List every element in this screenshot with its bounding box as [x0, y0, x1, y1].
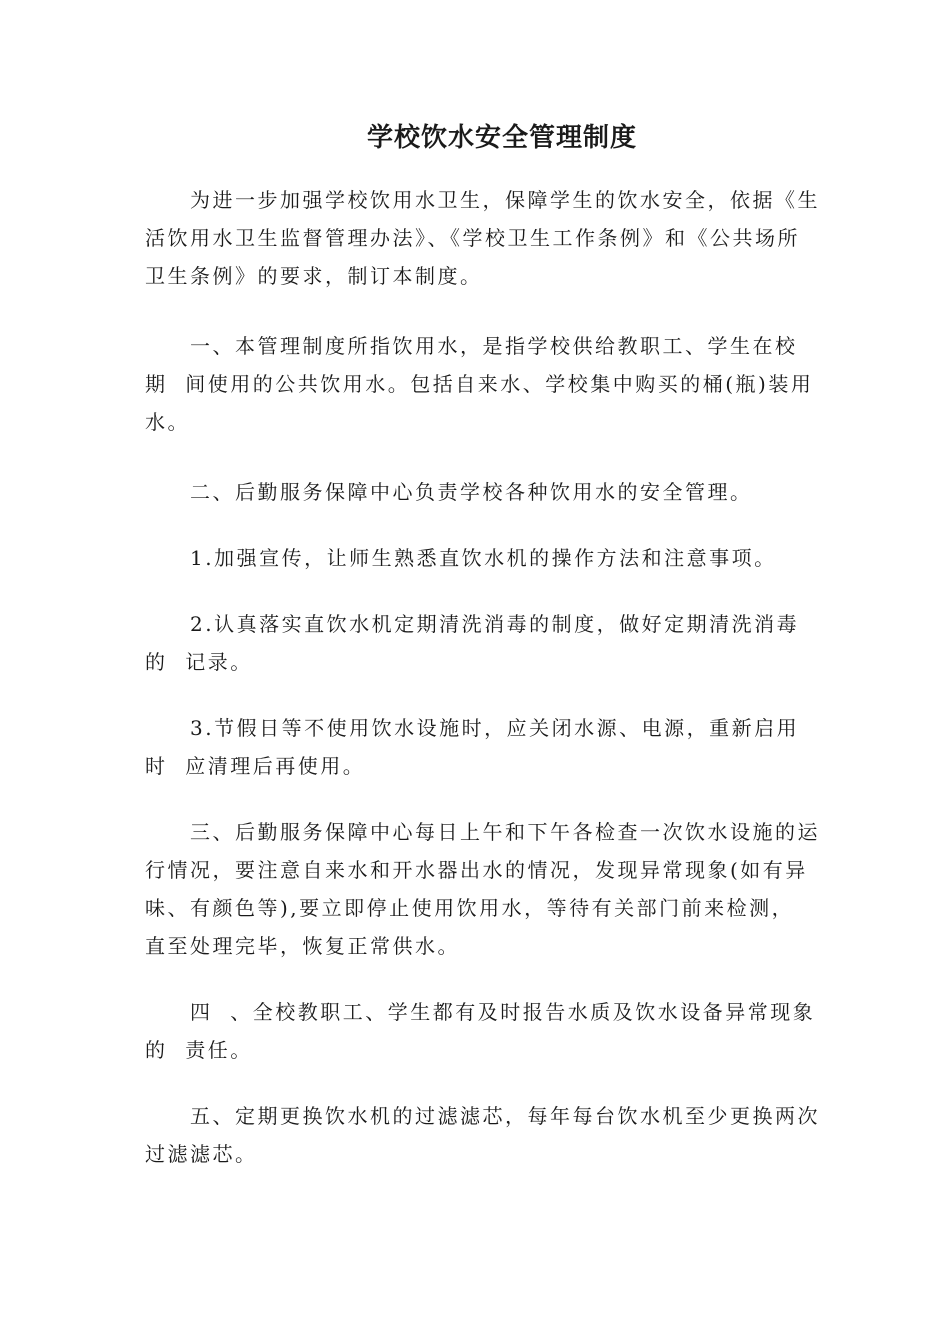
paragraph-section-2	[145, 473, 815, 511]
paragraph-line: 二、后勤服务保障中心负责学校各种饮用水的安全管理。	[190, 480, 753, 504]
paragraph-line: 直至处理完毕，恢复正常供水。	[145, 934, 460, 958]
paragraph-section-5	[145, 1097, 820, 1173]
document-body	[145, 181, 820, 1173]
paragraph-line: 水。	[145, 410, 190, 434]
paragraph-line: 一、本管理制度所指饮用水，是指学校供给教职工、学生在校	[190, 334, 798, 358]
paragraph-line: 味、有颜色等),要立即停止使用饮用水，等待有关部门前来检测，	[145, 896, 795, 920]
document-title: 学校饮水安全管理制度	[366, 123, 637, 153]
paragraph-line: 的 记录。	[145, 650, 253, 674]
paragraph-line: 三、后勤服务保障中心每日上午和下午各检查一次饮水设施的运	[190, 820, 820, 844]
paragraph-item-2	[145, 605, 815, 681]
paragraph-line: 时 应清理后再使用。	[145, 754, 366, 778]
paragraph-line: 的 责任。	[145, 1038, 253, 1062]
paragraph-section-3	[145, 813, 820, 965]
paragraph-line: 期 间使用的公共饮用水。包括自来水、学校集中购买的桶(瓶)装用	[145, 372, 814, 396]
paragraph-line: 过滤滤芯。	[145, 1142, 258, 1166]
paragraph-line: 五、定期更换饮水机的过滤滤芯，每年每台饮水机至少更换两次	[190, 1104, 820, 1128]
paragraph-line: 活饮用水卫生监督管理办法》、《学校卫生工作条例》和《公共场所	[145, 226, 800, 250]
paragraph-line: 3.节假日等不使用饮水设施时，应关闭水源、电源，重新启用	[190, 716, 800, 740]
paragraph-line: 卫生条例》的要求，制订本制度。	[145, 264, 483, 288]
paragraph-line: 为进一步加强学校饮用水卫生，保障学生的饮水安全，依据《生	[190, 188, 820, 212]
paragraph-line: 2.认真落实直饮水机定期清洗消毒的制度，做好定期清洗消毒	[190, 612, 800, 636]
paragraph-line: 四 、全校教职工、学生都有及时报告水质及饮水设备异常现象	[190, 1000, 816, 1024]
paragraph-line: 1.加强宣传，让师生熟悉直饮水机的操作方法和注意事项。	[190, 546, 777, 570]
paragraph-section-4	[145, 993, 815, 1069]
paragraph-item-3	[145, 709, 815, 785]
paragraph-item-1	[145, 539, 815, 577]
paragraph-intro	[145, 181, 820, 295]
paragraph-line: 行情况，要注意自来水和开水器出水的情况，发现异常现象(如有异	[145, 858, 808, 882]
paragraph-section-1	[145, 327, 815, 441]
